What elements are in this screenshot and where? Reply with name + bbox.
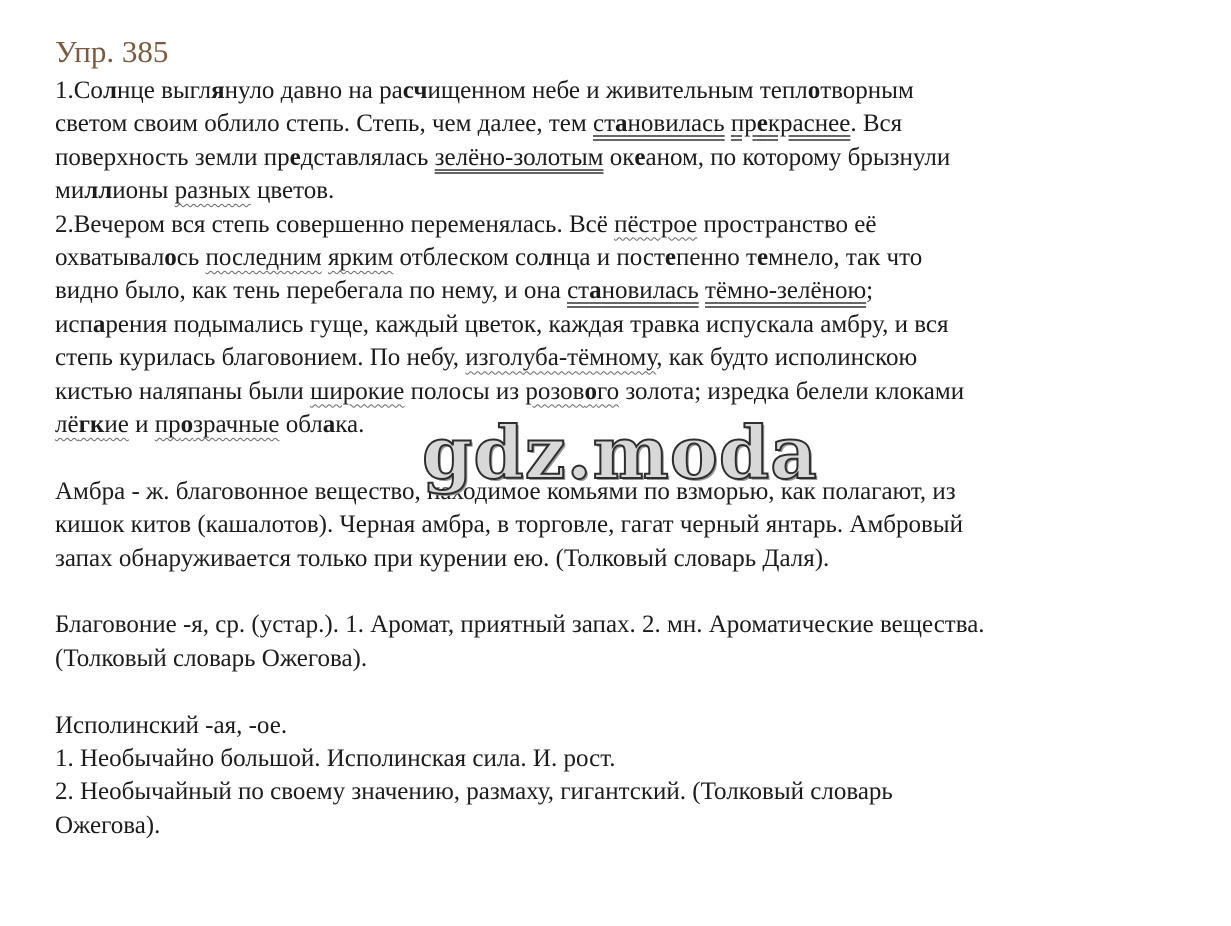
underlined-word: тёмно-зелёною (704, 277, 867, 305)
text-segment: пенно т (676, 244, 757, 272)
text-segment: ищенном небе и живительным тепл (427, 77, 808, 104)
text-segment: и (128, 411, 155, 439)
text-segment: , как будто исполинскою (656, 344, 918, 372)
text-segment: обл (279, 411, 323, 439)
text-segment: кистью наляпаны были (55, 377, 311, 405)
wavy-underlined-word: пр (154, 411, 181, 439)
text-segment: сь (176, 244, 206, 272)
text-segment: ка. (335, 411, 365, 439)
text-line (55, 508, 1205, 541)
wavy-underlined-word: широкие (310, 377, 405, 405)
text-segment: Благовоние -я, ср. (устар.). 1. Аромат, приятный запах. 2. мн. Ароматические вещества. (55, 611, 985, 639)
wavy-underlined-word: го (596, 377, 620, 405)
exercise-title: Упр. 385 (55, 34, 169, 69)
underlined-word: ст (567, 277, 590, 305)
text-segment: 2. Необычайный по своему значению, размаху, гигантский. (Толковый словарь (55, 778, 893, 806)
text-line (55, 709, 1205, 742)
underlined-word: а (615, 110, 628, 138)
bold-letter: е (664, 244, 677, 272)
bold-letter: л (102, 77, 117, 104)
text-segment: Ожегова). (55, 811, 161, 839)
underlined-word: краснее (767, 110, 851, 138)
text-line (55, 241, 1205, 274)
wavy-underlined-word: разных (174, 177, 251, 205)
blank-line (55, 575, 1205, 608)
text-segment: ми (55, 177, 85, 205)
bold-letter: е (634, 143, 646, 171)
text-segment: исп (55, 310, 93, 338)
text-line (55, 308, 1205, 341)
text-segment: цветов. (250, 177, 335, 205)
text-line (55, 375, 1205, 408)
bold-letter: л (538, 244, 553, 272)
text-line (55, 74, 1205, 107)
text-segment: 1. Необычайно большой. Исполинская сила. И. рост. (55, 745, 616, 773)
bold-letter: сч (402, 77, 428, 104)
text-line (55, 542, 1205, 575)
bold-letter: а (92, 310, 106, 338)
underlined-word: новилась (601, 277, 699, 305)
text-line (55, 141, 1205, 174)
wavy-underlined-word: о (180, 411, 194, 439)
text-segment: кишок китов (кашалотов). Черная амбра, в торговле, гагат черный янтарь. Амбровый (55, 511, 963, 539)
bold-letter: а (322, 411, 336, 439)
underlined-word: е (756, 110, 768, 138)
wavy-underlined-word: розов (525, 377, 585, 405)
text-line (55, 608, 1205, 641)
underlined-word: пр (730, 110, 757, 138)
bold-letter: е (756, 244, 769, 272)
text-line (55, 208, 1205, 241)
wavy-underlined-word: гк (78, 411, 105, 439)
text-segment: охватывал (55, 244, 165, 272)
text-segment: ок (603, 143, 635, 171)
text-segment: отблеском со (393, 244, 539, 272)
text-segment: нце выгл (116, 77, 212, 104)
bold-letter: о (164, 244, 177, 272)
text-segment: нца и пост (552, 244, 665, 272)
text-segment: видно было, как тень перебегала по нему, и она (55, 277, 568, 305)
bold-letter: о (807, 77, 821, 104)
text-line (55, 107, 1205, 140)
underlined-word: а (589, 277, 602, 305)
text-line (55, 775, 1205, 808)
text-segment: пространство её (697, 210, 877, 238)
text-segment: 2.Вечером вся степь совершенно переменялась. Всё (55, 210, 615, 238)
text-segment: ; (866, 277, 874, 305)
bold-letter: я (211, 77, 225, 104)
text-segment: 1.Со (55, 77, 103, 104)
text-line (55, 274, 1205, 307)
wavy-underlined-word: ие (104, 411, 129, 439)
text-segment: ионы (112, 177, 175, 205)
wavy-underlined-word: изголуба-тёмному (465, 344, 657, 372)
wavy-underlined-word: последним (205, 244, 322, 272)
text-segment: . Вся (850, 110, 903, 138)
bold-letter: е (289, 143, 301, 171)
text-segment: творным (820, 77, 914, 104)
text-segment: дставлялась (300, 143, 435, 171)
text-segment: аном, по которому брызнули (645, 143, 951, 171)
wavy-underlined-word: зрачные (193, 411, 280, 439)
underlined-word: зелёно-золотым (434, 143, 604, 171)
text-segment: поверхность земли пр (55, 143, 290, 171)
text-segment: рения подымались гуще, каждый цветок, каждая травка испускала амбру, и вся (105, 310, 949, 338)
bold-letter: лл (84, 177, 113, 205)
text-segment: золота; изредка белели клоками (619, 377, 965, 405)
text-line (55, 809, 1205, 842)
underlined-word: новилась (627, 110, 725, 138)
text-segment: нуло давно на ра (224, 77, 403, 104)
text-line (55, 341, 1205, 374)
text-segment: полосы из (404, 377, 526, 405)
text-line (55, 742, 1205, 775)
wavy-underlined-word: о (584, 377, 597, 405)
text-segment: запах обнаруживается только при курении ею. (Толковый словарь Даля). (55, 544, 830, 572)
wavy-underlined-word: пёстрое (614, 210, 698, 238)
wavy-underlined-word: лё (55, 411, 79, 439)
wavy-underlined-word: ярким (327, 244, 394, 272)
text-segment: степь курилась благовонием. По небу, (55, 344, 466, 372)
watermark-logo: gdz.moda (422, 410, 818, 495)
text-line (55, 642, 1205, 675)
underlined-word: ст (592, 110, 616, 138)
text-segment: Амбра - ж. благовонное вещество, находимое комьями по взморью, как полагают, из (55, 477, 956, 505)
text-line (55, 174, 1205, 207)
text-segment: (Толковый словарь Ожегова). (55, 644, 368, 672)
text-segment: светом своим облило степь. Степь, чем далее, тем (55, 110, 593, 138)
blank-line (55, 675, 1205, 708)
text-segment: мнело, так что (768, 244, 923, 272)
text-segment: Исполинский -ая, -ое. (55, 711, 288, 739)
